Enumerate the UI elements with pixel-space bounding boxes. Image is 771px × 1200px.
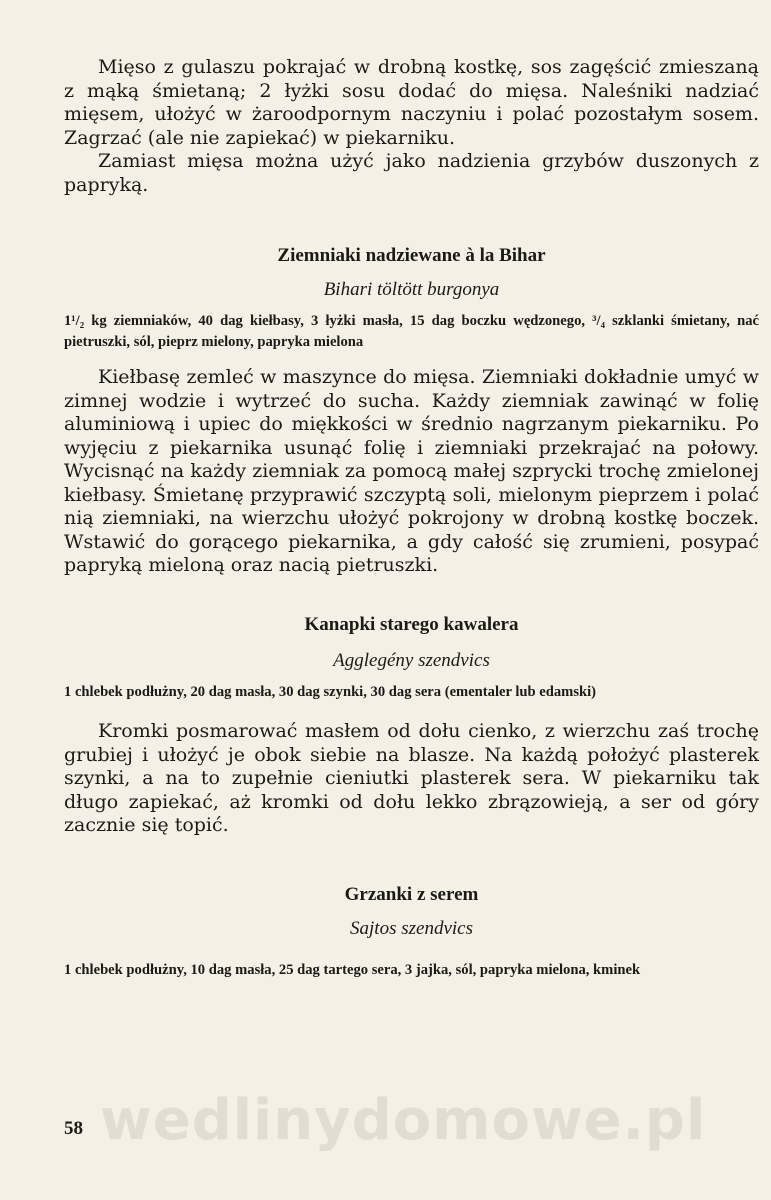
recipe-subtitle: Bihari töltött burgonya — [323, 279, 500, 300]
page-number: 58 — [64, 1118, 83, 1139]
recipe-subtitle: Sajtos szendvics — [350, 917, 473, 939]
recipe-ingredients: 1¹/₂ kg ziemniaków, 40 dag kiełbasy, 3 łyżki masła, 15 dag boczku wędzonego, ³/₄ szklanki śmietany, nać pietruszki, sól, pieprz mielony, papryka mielona — [64, 313, 759, 350]
intro-paragraph-1: Mięso z gulaszu pokrajać w drobną kostkę, sos zagęścić zmieszaną z mąką śmietaną; 2 łyżki sosu dodać do mięsa. Naleśniki nadziać mięsem, ułożyć w żaroodpornym naczyniu i polać pozostałym sosem. Zagrzać (ale nie zapiekać) w piekarniku. — [64, 56, 759, 149]
page-content — [64, 56, 759, 980]
recipe-grzanki — [64, 884, 759, 981]
recipe-title: Grzanki z serem — [344, 883, 479, 905]
recipe-kanapki — [64, 614, 759, 838]
recipe-subtitle: Agglegény szendvics — [333, 649, 490, 671]
recipe-ingredients: 1 chlebek podłużny, 20 dag masła, 30 dag szynki, 30 dag sera (ementaler lub edamski) — [64, 683, 597, 700]
recipe-title: Kanapki starego kawalera — [304, 613, 519, 635]
recipe-ziemniaki — [64, 245, 759, 578]
intro-paragraph-2: Zamiast mięsa można użyć jako nadzienia grzybów duszonych z papryką. — [64, 150, 759, 196]
recipe-instructions: Kromki posmarować masłem od dołu cienko, z wierzchu zaś trochę grubiej i ułożyć je obok siebie na blasze. Na każdą położyć plasterek szynki, a na to zupełnie cieniutki plasterek sera. W piekarniku tak długo zapiekać, aż kromki od dołu lekko zbrązowieją, a ser od góry zacznie się topić. — [64, 720, 759, 836]
recipe-instructions: Kiełbasę zemleć w maszynce do mięsa. Ziemniaki dokładnie umyć w zimnej wodzie i wytrzeć do sucha. Każdy ziemniak zawinąć w folię aluminiową i upiec do miękkości w średnio nagrzanym piekarniku. Po wyjęciu z piekarnika usunąć folię i ziemniaki przekrajać na połowy. Wycisnąć na każdy ziemniak za pomocą małej szprycki trochę zmielonej kiełbasy. Śmietanę przyprawić szczyptą soli, mielonym pieprzem i polać nią ziemniaki, na wierzchu ułożyć pokrojony w drobną kostkę boczek. Wstawić do gorącego piekarnika, a gdy całość się zrumieni, posypać papryką mieloną oraz nacią pietruszki. — [64, 366, 759, 576]
recipe-ingredients: 1 chlebek podłużny, 10 dag masła, 25 dag tartego sera, 3 jajka, sól, papryka mielona, kminek — [64, 961, 641, 978]
recipe-title: Ziemniaki nadziewane à la Bihar — [277, 245, 546, 266]
watermark: wedlinydomowe.pl — [100, 1088, 707, 1153]
